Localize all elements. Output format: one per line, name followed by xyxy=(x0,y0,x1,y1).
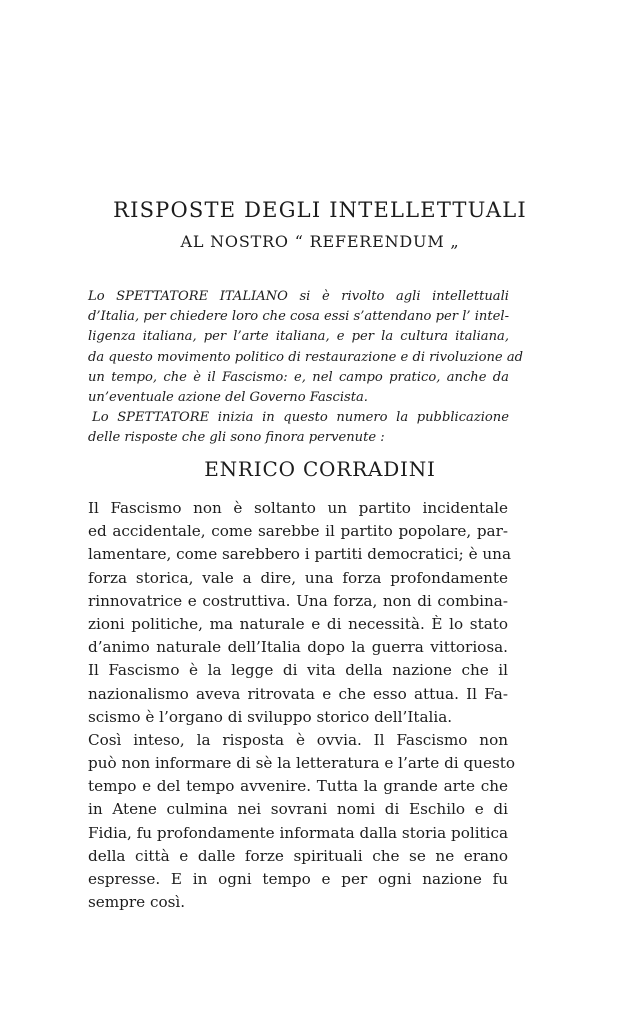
body-line: Così inteso, la risposta è ovvia. Il Fascismo non xyxy=(88,730,508,749)
article-title: RISPOSTE DEGLI INTELLETTUALI xyxy=(113,198,527,222)
body-line: tempo e del tempo avvenire. Tutta la grande arte che xyxy=(88,777,508,796)
body-line: ed accidentale, come sarebbe il partito popolare, par- xyxy=(88,522,508,541)
intro-line: un’eventuale azione del Governo Fascista. xyxy=(88,389,368,405)
body-line: d’animo naturale dell’Italia dopo la guerra vittoriosa. xyxy=(88,638,508,657)
intro-paragraph xyxy=(88,287,524,449)
body-line: rinnovatrice e costruttiva. Una forza, non di combina- xyxy=(88,591,508,610)
body-line: Il Fascismo non è soltanto un partito incidentale xyxy=(88,499,508,517)
intro-line: da questo movimento politico di restaurazione e di rivoluzione ad xyxy=(88,349,524,365)
body-line: della città e dalle forze spirituali che se ne erano xyxy=(88,846,508,865)
intro-line: un tempo, che è il Fascismo: e, nel campo pratico, anche da xyxy=(88,369,509,385)
body-line: può non informare di sè la letteratura e l’arte di questo xyxy=(88,754,516,773)
body-line: zioni politiche, ma naturale e di necessità. È lo stato xyxy=(88,614,508,633)
intro-line: ligenza italiana, per l’arte italiana, e per la cultura italiana, xyxy=(88,329,509,345)
body-text xyxy=(88,497,516,914)
body-line: forza storica, vale a dire, una forza profondamente xyxy=(88,568,508,587)
article-subtitle: AL NOSTRO “ REFERENDUM „ xyxy=(180,232,460,251)
intro-line: Lo SPETTATORE ITALIANO si è rivolto agli intellettuali xyxy=(88,289,509,304)
body-line: sempre così. xyxy=(88,893,186,912)
body-line: Il Fascismo è la legge di vita della nazione che il xyxy=(88,661,508,680)
body-line: nazionalismo aveva ritrovata e che esso attua. Il Fa- xyxy=(88,684,508,703)
intro-line: d’Italia, per chiedere loro che cosa essi s’attendano per l’ intel- xyxy=(88,309,509,325)
body-line: lamentare, come sarebbero i partiti democratici; è una xyxy=(88,545,512,564)
body-line: espresse. E in ogni tempo e per ogni nazione fu xyxy=(88,870,508,888)
body-line: in Atene culmina nei sovrani nomi di Eschilo e di xyxy=(88,800,508,819)
author-heading: ENRICO CORRADINI xyxy=(204,457,436,481)
body-line: Fidia, fu profondamente informata dalla storia politica xyxy=(88,823,509,842)
body-line: scismo è l’organo di sviluppo storico dell’Italia. xyxy=(88,707,453,726)
intro-line: delle risposte che gli sono finora pervenute : xyxy=(88,430,385,446)
intro-line: Lo SPETTATORE inizia in questo numero la pubblicazione xyxy=(92,410,509,426)
